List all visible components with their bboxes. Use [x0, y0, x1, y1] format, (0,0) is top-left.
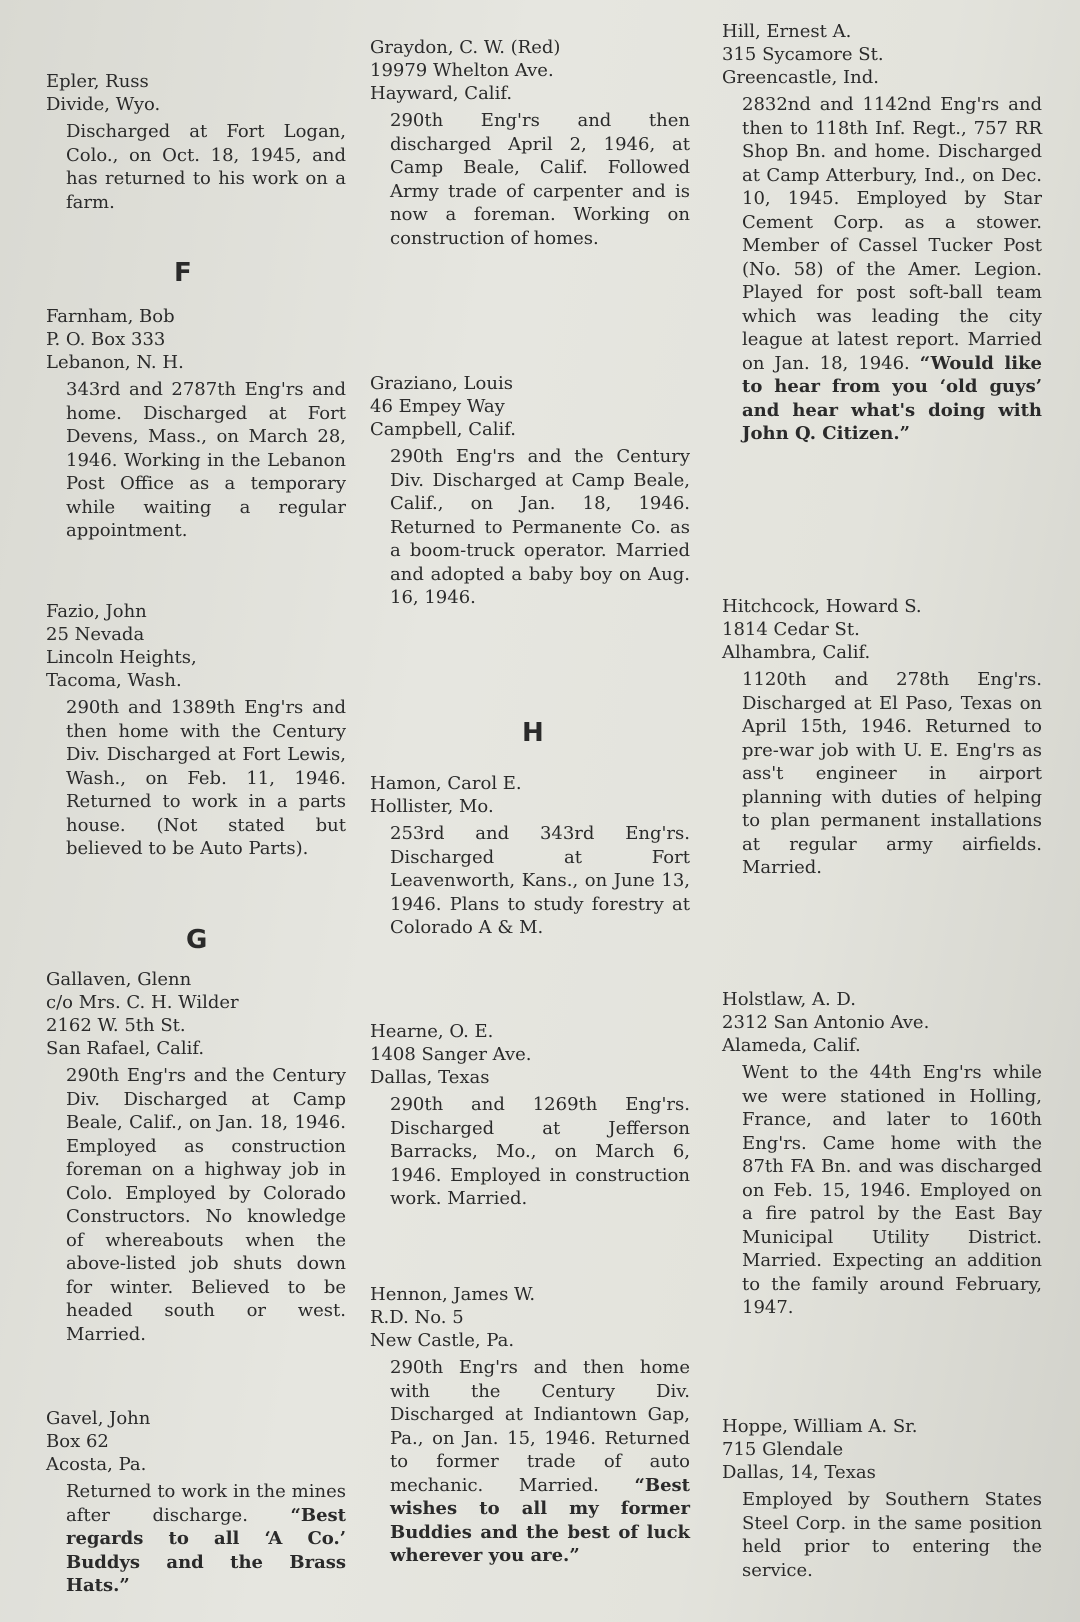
entry-address-line: Dallas, Texas	[370, 1067, 490, 1088]
entry-name: Hitchcock, Howard S.	[722, 596, 922, 617]
entry-address-line: P. O. Box 333	[46, 329, 166, 350]
entry-body	[390, 1093, 690, 1211]
entry-body-text: Returned to work in the mines after discharge.	[66, 1481, 346, 1526]
entry-name: Graziano, Louis	[370, 373, 513, 394]
entry-address-line: 1408 Sanger Ave.	[370, 1044, 532, 1065]
entry-body-text: 290th Eng'rs and the Century Div. Discharged at Camp Beale, Calif., on Jan. 18, 1946. Employed as construction foreman on a highway job in Colo. Employed by Colorado Constructors. No knowledge of whereabouts when the above-listed job shuts down for winter. Believed to be headed south or west. Married.	[66, 1065, 346, 1345]
entry-address-line: Hayward, Calif.	[370, 83, 513, 104]
entry-address-line: Dallas, 14, Texas	[722, 1462, 876, 1483]
entry-body	[66, 696, 346, 861]
entry-address-line: Acosta, Pa.	[46, 1454, 147, 1475]
entry-address-line: Alameda, Calif.	[722, 1035, 861, 1056]
entry-body	[390, 1356, 690, 1568]
entry-address-line: c/o Mrs. C. H. Wilder	[46, 992, 239, 1013]
entry-hitchcock	[722, 595, 1042, 880]
entry-body	[390, 109, 690, 250]
entry-address-line: Hollister, Mo.	[370, 796, 494, 817]
entry-name: Fazio, John	[46, 601, 147, 622]
entry-address-line: Divide, Wyo.	[46, 94, 161, 115]
entry-address-line: Alhambra, Calif.	[722, 642, 871, 663]
entry-body	[66, 378, 346, 543]
entry-body-text: 290th Eng'rs and the Century Div. Discharged at Camp Beale, Calif., on Jan. 18, 1946. Returned to Permanente Co. as a boom-truck operator. Married and adopted a baby boy on Aug. 16, 1946.	[390, 446, 690, 608]
entry-name: Holstlaw, A. D.	[722, 989, 856, 1010]
entry-hill	[722, 20, 1042, 446]
entry-hamon	[370, 772, 690, 940]
entry-gavel	[46, 1407, 346, 1598]
entry-name: Epler, Russ	[46, 71, 149, 92]
entry-quote: “Best wishes to all my former Buddies and the best of luck wherever you are.”	[390, 1474, 690, 1566]
entry-body	[742, 1488, 1042, 1582]
entry-body	[66, 1480, 346, 1598]
section-letter-g: G	[186, 925, 208, 955]
entry-name: Farnham, Bob	[46, 306, 175, 327]
entry-address-line: 2312 San Antonio Ave.	[722, 1012, 930, 1033]
entry-address-line: Tacoma, Wash.	[46, 670, 182, 691]
entry-hennon	[370, 1283, 690, 1568]
entry-graziano	[370, 372, 690, 610]
entry-name: Graydon, C. W. (Red)	[370, 37, 561, 58]
entry-address-line: 25 Nevada	[46, 624, 145, 645]
entry-body-text: Discharged at Fort Logan, Colo., on Oct. 18, 1945, and has returned to his work on a farm.	[66, 121, 346, 213]
entry-quote: “Best regards to all ‘A Co.’ Buddys and the Brass Hats.”	[66, 1504, 346, 1596]
entry-body-text: 290th Eng'rs and then home with the Century Div. Discharged at Indiantown Gap, Pa., on Jan. 15, 1946. Returned to former trade of auto mechanic. Married.	[390, 1357, 690, 1496]
entry-body-text: 253rd and 343rd Eng'rs. Discharged at Fort Leavenworth, Kans., on June 13, 1946. Plans to study forestry at Colorado A & M.	[390, 823, 690, 938]
entry-hoppe	[722, 1415, 1042, 1582]
entry-address-line: San Rafael, Calif.	[46, 1038, 205, 1059]
entry-body	[66, 120, 346, 214]
entry-hearne	[370, 1020, 690, 1211]
entry-quote: “Would like to hear from you ‘old guys’ and hear what's doing with John Q. Citizen.”	[742, 352, 1043, 444]
entry-name: Hoppe, William A. Sr.	[722, 1416, 918, 1437]
entry-epler	[46, 70, 346, 214]
entry-address-line: New Castle, Pa.	[370, 1330, 515, 1351]
entry-address-line: 46 Empey Way	[370, 396, 505, 417]
entry-graydon	[370, 36, 690, 250]
entry-address-line: 19979 Whelton Ave.	[370, 60, 554, 81]
entry-body-text: 1120th and 278th Eng'rs. Discharged at El Paso, Texas on April 15th, 1946. Returned to pre-war job with U. E. Eng'rs as ass't engineer in airport planning with duties of helping to plan permanent installations at regular army airfields. Married.	[742, 669, 1042, 878]
entry-address-line: Box 62	[46, 1431, 109, 1452]
entry-body-text: 343rd and 2787th Eng'rs and home. Discharged at Fort Devens, Mass., on March 28, 1946. Working in the Lebanon Post Office as a temporary while waiting a regular appointment.	[66, 379, 346, 541]
section-letter-f: F	[174, 258, 192, 288]
entry-body-text: Went to the 44th Eng'rs while we were stationed in Holling, France, and later to 160th Eng'rs. Came home with the 87th FA Bn. and was discharged on Feb. 15, 1946. Employed on a fire patrol by the East Bay Municipal Utility District. Married. Expecting an addition to the family around February, 1947.	[742, 1062, 1042, 1318]
entry-body-text: 290th and 1389th Eng'rs and then home with the Century Div. Discharged at Fort Lewis, Wash., on Feb. 11, 1946. Returned to work in a parts house. (Not stated but believed to be Auto Parts).	[66, 697, 346, 859]
entry-address-line: Greencastle, Ind.	[722, 67, 879, 88]
section-letter-h: H	[522, 718, 544, 748]
entry-body	[390, 445, 690, 610]
entry-name: Gallaven, Glenn	[46, 969, 192, 990]
entry-address-line: 2162 W. 5th St.	[46, 1015, 186, 1036]
entry-body	[742, 668, 1042, 880]
entry-name: Hearne, O. E.	[370, 1021, 494, 1042]
entry-body-text: 290th Eng'rs and then discharged April 2, 1946, at Camp Beale, Calif. Followed Army trade of carpenter and is now a foreman. Working on construction of homes.	[390, 110, 690, 249]
entry-name: Gavel, John	[46, 1408, 151, 1429]
entry-farnham	[46, 305, 346, 543]
entry-address-line: Lebanon, N. H.	[46, 352, 184, 373]
entry-name: Hamon, Carol E.	[370, 773, 522, 794]
entry-name: Hill, Ernest A.	[722, 21, 852, 42]
entry-fazio	[46, 600, 346, 861]
entry-address-line: R.D. No. 5	[370, 1307, 464, 1328]
entry-holstlaw	[722, 988, 1042, 1320]
entry-body	[66, 1064, 346, 1346]
entry-body	[742, 1061, 1042, 1320]
entry-address-line: 715 Glendale	[722, 1439, 844, 1460]
entry-address-line: Lincoln Heights,	[46, 647, 197, 668]
entry-name: Hennon, James W.	[370, 1284, 536, 1305]
entry-gallaven	[46, 968, 346, 1346]
entry-body-text: 2832nd and 1142nd Eng'rs and then to 118th Inf. Regt., 757 RR Shop Bn. and home. Discharged at Camp Atterbury, Ind., on Dec. 10, 1945. Employed by Star Cement Corp. as a stower. Member of Cassel Tucker Post (No. 58) of the Amer. Legion. Played for post soft-ball team which was leading the city league at latest report. Married on Jan. 18, 1946.	[742, 94, 1042, 374]
entry-address-line: 315 Sycamore St.	[722, 44, 884, 65]
entry-body	[742, 93, 1042, 446]
entry-address-line: 1814 Cedar St.	[722, 619, 860, 640]
entry-address-line: Campbell, Calif.	[370, 419, 516, 440]
entry-body-text: 290th and 1269th Eng'rs. Discharged at Jefferson Barracks, Mo., on March 6, 1946. Employed in construction work. Married.	[390, 1094, 690, 1209]
entry-body	[390, 822, 690, 940]
entry-body-text: Employed by Southern States Steel Corp. in the same position held prior to entering the service.	[742, 1489, 1042, 1581]
